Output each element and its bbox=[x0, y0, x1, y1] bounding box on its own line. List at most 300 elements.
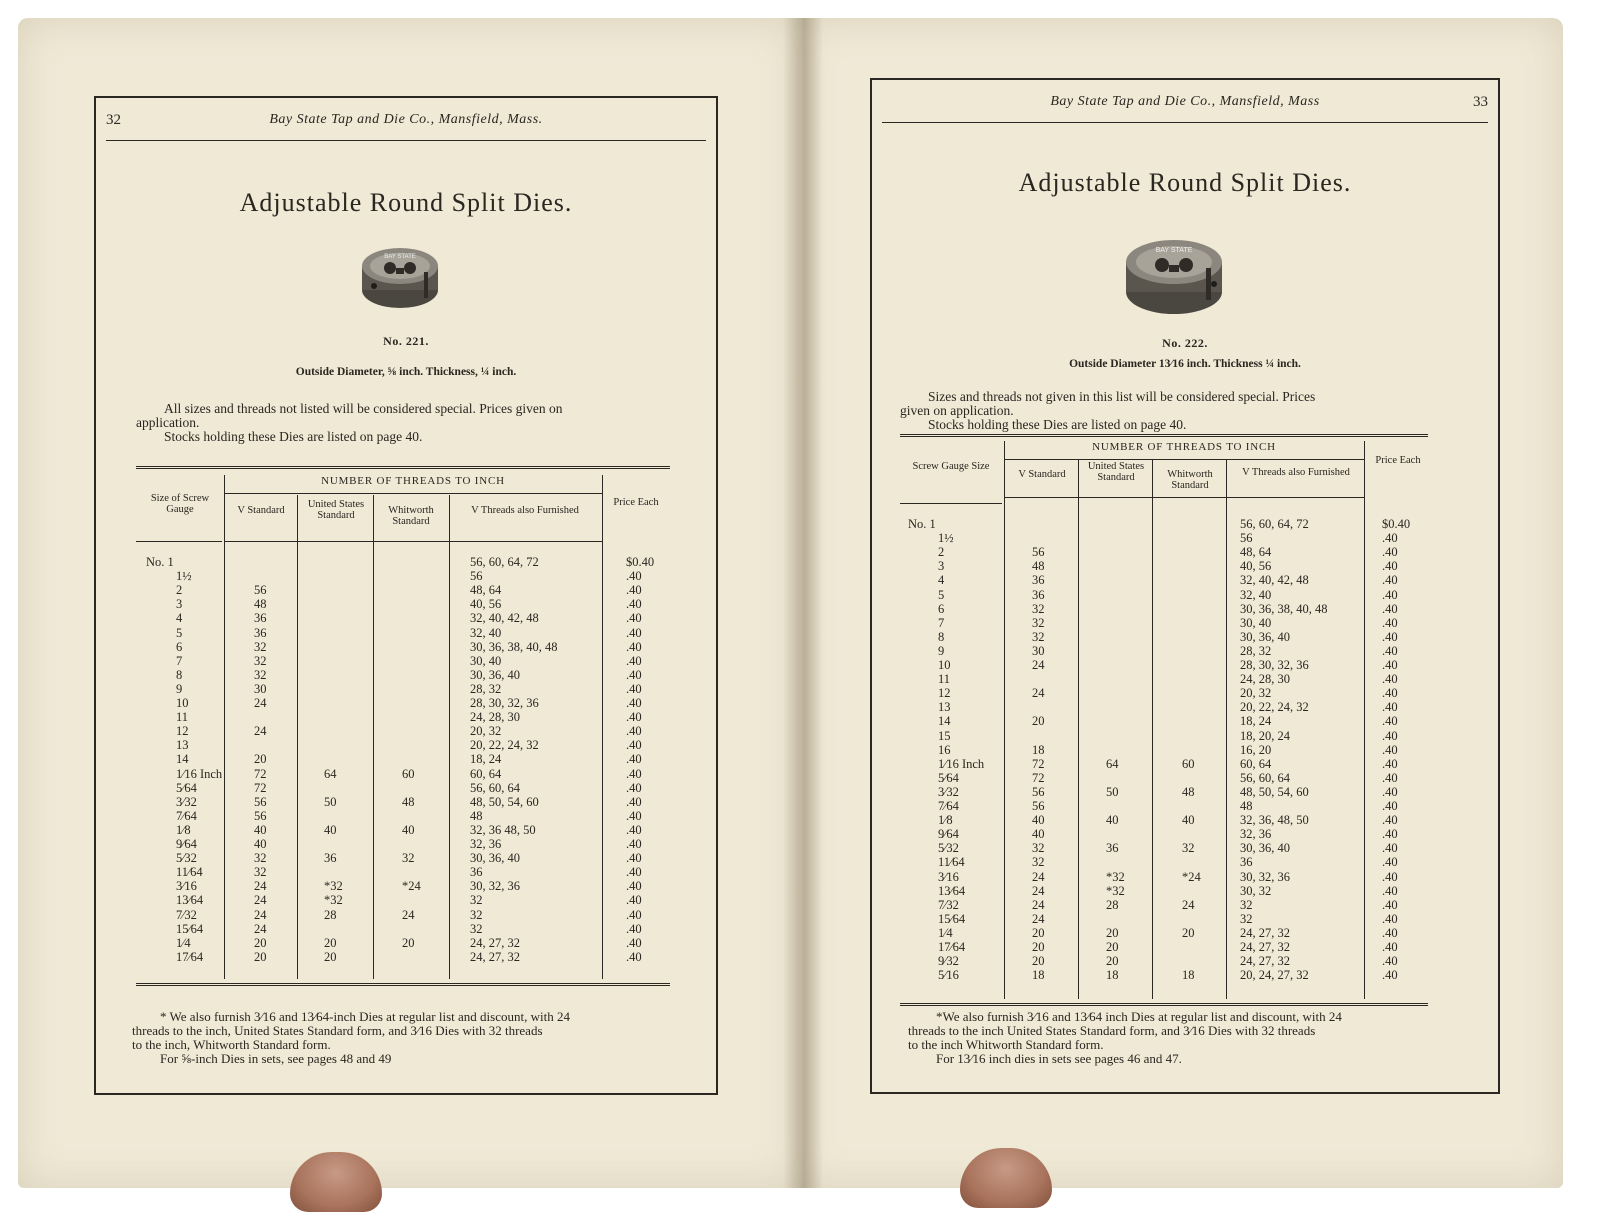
us-cell: 36 bbox=[324, 851, 337, 866]
price-cell: .40 bbox=[1382, 869, 1398, 884]
dies-table bbox=[136, 466, 670, 986]
footnote bbox=[132, 1010, 692, 1066]
also-cell: 48, 64 bbox=[1240, 545, 1272, 560]
table-row bbox=[136, 611, 670, 625]
table-row bbox=[136, 738, 670, 752]
size-cell: 9 bbox=[176, 681, 183, 696]
running-header bbox=[882, 94, 1488, 116]
price-cell: .40 bbox=[1382, 827, 1398, 842]
price-cell: .40 bbox=[1382, 954, 1398, 969]
size-cell: 1⁄8 bbox=[176, 822, 191, 837]
also-cell: 56 bbox=[1240, 531, 1253, 546]
size-cell: 5⁄32 bbox=[938, 841, 959, 856]
col-header-us: United States Standard bbox=[307, 499, 365, 521]
v-cell: 56 bbox=[1032, 799, 1045, 813]
also-cell: 56, 60, 64 bbox=[470, 780, 520, 795]
table-row bbox=[900, 884, 1428, 898]
page-number: 32 bbox=[106, 112, 121, 128]
size-cell: 8 bbox=[176, 667, 183, 682]
die-dimensions: Outside Diameter, ⅝ inch. Thickness, ¼ inch. bbox=[295, 366, 517, 378]
table-row bbox=[900, 517, 1428, 531]
size-cell: 7⁄32 bbox=[938, 897, 959, 912]
wh-cell: 60 bbox=[402, 766, 415, 781]
table-row bbox=[900, 841, 1428, 855]
us-cell: 28 bbox=[1106, 897, 1119, 912]
threads-group-header: NUMBER OF THREADS TO INCH bbox=[224, 475, 602, 494]
table-row bbox=[136, 936, 670, 950]
also-cell: 32 bbox=[470, 921, 483, 936]
v-cell: 32 bbox=[254, 653, 267, 668]
size-cell: 1½ bbox=[176, 569, 192, 584]
table-row bbox=[900, 898, 1428, 912]
price-cell: .40 bbox=[1382, 911, 1398, 926]
v-cell: 48 bbox=[254, 597, 267, 612]
table-row bbox=[136, 710, 670, 724]
also-cell: 56, 60, 64, 72 bbox=[470, 555, 539, 569]
us-cell: 64 bbox=[1106, 756, 1119, 771]
also-cell: 24, 28, 30 bbox=[1240, 672, 1290, 687]
v-cell: 24 bbox=[1032, 869, 1045, 884]
table-row bbox=[900, 912, 1428, 926]
also-cell: 18, 20, 24 bbox=[1240, 728, 1290, 743]
die-dimensions: Outside Diameter 13⁄16 inch. Thickness ¼ inch. bbox=[1069, 358, 1301, 370]
size-cell: 5 bbox=[938, 587, 945, 602]
also-cell: 56 bbox=[470, 569, 483, 584]
size-cell: 1⁄4 bbox=[938, 925, 953, 940]
table-row bbox=[900, 855, 1428, 869]
size-cell: 16 bbox=[938, 742, 951, 757]
size-cell: 11 bbox=[176, 710, 189, 725]
v-cell: 36 bbox=[254, 611, 267, 626]
also-cell: 48, 50, 54, 60 bbox=[470, 794, 539, 809]
size-cell: 9⁄64 bbox=[176, 837, 197, 851]
also-cell: 60, 64 bbox=[1240, 756, 1272, 771]
also-cell: 30, 36, 40 bbox=[470, 667, 520, 682]
also-cell: 18, 24 bbox=[470, 752, 502, 767]
table-row bbox=[136, 583, 670, 597]
v-cell: 20 bbox=[1032, 925, 1045, 940]
wh-cell: 60 bbox=[1182, 756, 1195, 771]
also-cell: 30, 36, 40 bbox=[1240, 629, 1290, 644]
size-cell: 15 bbox=[938, 728, 951, 743]
v-cell: 24 bbox=[1032, 686, 1045, 701]
v-cell: 20 bbox=[1032, 714, 1045, 729]
price-cell: .40 bbox=[1382, 728, 1398, 743]
also-cell: 32, 36 bbox=[470, 837, 502, 851]
price-cell: .40 bbox=[626, 935, 642, 950]
price-cell: .40 bbox=[626, 639, 642, 654]
table-row bbox=[136, 767, 670, 781]
footnote bbox=[908, 1010, 1484, 1066]
us-cell: 20 bbox=[1106, 925, 1119, 940]
page-right bbox=[798, 18, 1563, 1188]
size-cell: 12 bbox=[176, 724, 189, 739]
also-cell: 30, 32, 36 bbox=[1240, 869, 1290, 884]
table-row bbox=[900, 954, 1428, 968]
table-row bbox=[136, 950, 670, 964]
v-cell: 24 bbox=[254, 696, 267, 710]
table-row bbox=[136, 696, 670, 710]
size-cell: 6 bbox=[938, 601, 945, 616]
price-cell: .40 bbox=[626, 597, 642, 612]
price-cell: .40 bbox=[626, 766, 642, 781]
size-cell: 15⁄64 bbox=[938, 911, 966, 926]
size-cell: 5⁄16 bbox=[938, 968, 959, 983]
price-cell: .40 bbox=[1382, 784, 1398, 799]
size-cell: 3⁄32 bbox=[938, 784, 959, 799]
size-cell: 13⁄64 bbox=[176, 893, 204, 908]
table-row bbox=[136, 823, 670, 837]
page-number: 33 bbox=[1473, 94, 1488, 110]
model-number: No. 222. bbox=[1162, 336, 1208, 350]
also-cell: 16, 20 bbox=[1240, 742, 1272, 757]
table-row bbox=[136, 908, 670, 922]
table-row bbox=[900, 714, 1428, 728]
also-cell: 20, 22, 24, 32 bbox=[470, 738, 539, 753]
wh-cell: 24 bbox=[402, 907, 415, 922]
v-cell: 24 bbox=[254, 724, 267, 739]
price-cell: $0.40 bbox=[1382, 517, 1411, 531]
table-row bbox=[136, 922, 670, 936]
v-cell: 56 bbox=[1032, 784, 1045, 799]
intro-text bbox=[900, 390, 1470, 432]
table-row bbox=[900, 588, 1428, 602]
col-header-size: Size of Screw Gauge bbox=[150, 493, 210, 515]
also-cell: 32 bbox=[1240, 911, 1253, 926]
v-cell: 24 bbox=[1032, 883, 1045, 898]
v-cell: 32 bbox=[1032, 841, 1045, 856]
price-cell: .40 bbox=[1382, 799, 1398, 813]
footnote-line: threads to the inch United States Standard form, and 3⁄16 Dies with 32 threads bbox=[908, 1023, 1316, 1038]
v-cell: 32 bbox=[1032, 629, 1045, 644]
size-cell: 5 bbox=[176, 625, 183, 640]
size-cell: 11⁄64 bbox=[176, 865, 203, 880]
col-header-size: Screw Gauge Size bbox=[912, 461, 990, 472]
also-cell: 18, 24 bbox=[1240, 714, 1272, 729]
price-cell: .40 bbox=[626, 653, 642, 668]
size-cell: 7⁄64 bbox=[938, 799, 959, 813]
size-cell: 1⁄16 Inch bbox=[938, 756, 985, 771]
size-cell: 13 bbox=[938, 700, 951, 715]
price-cell: .40 bbox=[1382, 615, 1398, 630]
table-row bbox=[136, 626, 670, 640]
size-cell: 15⁄64 bbox=[176, 921, 204, 936]
header-rule bbox=[1004, 497, 1364, 498]
also-cell: 40, 56 bbox=[470, 597, 502, 612]
table-row bbox=[900, 785, 1428, 799]
size-cell: 3⁄16 bbox=[176, 879, 197, 894]
v-cell: 30 bbox=[1032, 643, 1045, 658]
size-cell: No. 1 bbox=[908, 517, 936, 531]
also-cell: 28, 30, 32, 36 bbox=[470, 696, 539, 710]
v-cell: 32 bbox=[1032, 601, 1045, 616]
price-cell: .40 bbox=[626, 724, 642, 739]
header-rule bbox=[900, 503, 1002, 504]
also-cell: 30, 36, 40 bbox=[1240, 841, 1290, 856]
size-cell: 4 bbox=[938, 573, 945, 588]
price-cell: .40 bbox=[1382, 672, 1398, 687]
table-row bbox=[136, 654, 670, 668]
intro-line: application. bbox=[136, 415, 200, 430]
die-stamp: BAY STATE bbox=[1155, 247, 1193, 254]
footnote-line: * We also furnish 3⁄16 and 13⁄64-inch Dies at regular list and discount, with 24 bbox=[160, 1009, 570, 1024]
v-cell: 36 bbox=[1032, 573, 1045, 588]
also-cell: 30, 40 bbox=[470, 653, 502, 668]
also-cell: 48, 64 bbox=[470, 583, 502, 598]
table-row bbox=[900, 827, 1428, 841]
price-cell: .40 bbox=[626, 865, 642, 880]
table-row bbox=[900, 658, 1428, 672]
size-cell: 3 bbox=[176, 597, 183, 612]
v-cell: 72 bbox=[254, 780, 267, 795]
price-cell: .40 bbox=[626, 625, 642, 640]
wh-cell: 48 bbox=[402, 794, 415, 809]
size-cell: 1⁄4 bbox=[176, 935, 191, 950]
wh-cell: 32 bbox=[402, 851, 415, 866]
us-cell: 20 bbox=[324, 949, 337, 964]
table-row bbox=[900, 771, 1428, 785]
price-cell: .40 bbox=[1382, 897, 1398, 912]
table-row bbox=[900, 700, 1428, 714]
us-cell: 20 bbox=[324, 935, 337, 950]
also-cell: 30, 32, 36 bbox=[470, 879, 520, 894]
table-row bbox=[900, 545, 1428, 559]
table-row bbox=[136, 851, 670, 865]
table-row bbox=[900, 630, 1428, 644]
table-row bbox=[136, 837, 670, 851]
table-row bbox=[900, 602, 1428, 616]
size-cell: 9⁄64 bbox=[938, 827, 959, 842]
size-cell: 10 bbox=[938, 658, 951, 672]
table-row bbox=[900, 968, 1428, 982]
footnote-line: threads to the inch, United States Standard form, and 3⁄16 Dies with 32 threads bbox=[132, 1023, 543, 1038]
catalog-spread bbox=[18, 18, 1563, 1196]
price-cell: .40 bbox=[1382, 770, 1398, 785]
us-cell: 28 bbox=[324, 907, 337, 922]
also-cell: 28, 30, 32, 36 bbox=[1240, 658, 1309, 672]
price-cell: .40 bbox=[626, 667, 642, 682]
also-cell: 32 bbox=[1240, 897, 1253, 912]
also-cell: 48 bbox=[1240, 799, 1253, 813]
col-header-price: Price Each bbox=[1375, 455, 1421, 466]
size-cell: 5⁄64 bbox=[938, 770, 959, 785]
price-cell: .40 bbox=[1382, 686, 1398, 701]
price-cell: .40 bbox=[1382, 587, 1398, 602]
table-row bbox=[136, 752, 670, 766]
also-cell: 24, 27, 32 bbox=[470, 949, 520, 964]
price-cell: .40 bbox=[1382, 813, 1398, 828]
price-cell: .40 bbox=[1382, 756, 1398, 771]
book-gutter bbox=[783, 18, 823, 1188]
intro-line: given on application. bbox=[900, 403, 1014, 418]
us-cell: 20 bbox=[1106, 940, 1119, 954]
price-cell: .40 bbox=[626, 851, 642, 866]
also-cell: 40, 56 bbox=[1240, 559, 1272, 574]
also-cell: 24, 27, 32 bbox=[470, 935, 520, 950]
v-cell: 32 bbox=[1032, 855, 1045, 870]
v-cell: 56 bbox=[254, 794, 267, 809]
v-cell: 24 bbox=[254, 921, 267, 936]
price-cell: .40 bbox=[1382, 559, 1398, 574]
also-cell: 28, 32 bbox=[1240, 643, 1272, 658]
price-cell: .40 bbox=[626, 822, 642, 837]
table-row bbox=[900, 757, 1428, 771]
price-cell: .40 bbox=[1382, 629, 1398, 644]
v-cell: 32 bbox=[254, 851, 267, 866]
us-cell: *32 bbox=[324, 893, 343, 908]
also-cell: 30, 36, 38, 40, 48 bbox=[470, 639, 558, 654]
v-cell: 40 bbox=[254, 822, 267, 837]
table-row bbox=[900, 644, 1428, 658]
also-cell: 56, 60, 64 bbox=[1240, 770, 1290, 785]
v-cell: 24 bbox=[1032, 897, 1045, 912]
also-cell: 32 bbox=[470, 907, 483, 922]
price-cell: .40 bbox=[626, 949, 642, 964]
size-cell: 1⁄16 Inch bbox=[176, 766, 223, 781]
intro-line: Stocks holding these Dies are listed on page 40. bbox=[928, 417, 1187, 432]
header-rule bbox=[136, 541, 222, 542]
header-rule bbox=[224, 541, 602, 542]
also-cell: 32, 40, 42, 48 bbox=[1240, 573, 1309, 588]
page-frame bbox=[94, 96, 718, 1095]
table-row bbox=[136, 555, 670, 569]
footnote-line: to the inch, Whitworth Standard form. bbox=[132, 1037, 331, 1052]
model-number: No. 221. bbox=[383, 334, 429, 348]
also-cell: 48, 50, 54, 60 bbox=[1240, 784, 1309, 799]
table-row bbox=[136, 640, 670, 654]
v-cell: 72 bbox=[1032, 756, 1045, 771]
col-header-v: V Standard bbox=[1018, 469, 1066, 480]
table-row bbox=[900, 616, 1428, 630]
us-cell: 50 bbox=[324, 794, 337, 809]
also-cell: 48 bbox=[470, 808, 483, 823]
table-row bbox=[900, 813, 1428, 827]
also-cell: 32, 36 bbox=[1240, 827, 1272, 842]
page-left bbox=[18, 18, 798, 1188]
price-cell: .40 bbox=[626, 794, 642, 809]
price-cell: .40 bbox=[1382, 925, 1398, 940]
also-cell: 24, 27, 32 bbox=[1240, 954, 1290, 969]
v-cell: 56 bbox=[1032, 545, 1045, 560]
col-header-also: V Threads also Furnished bbox=[1242, 467, 1350, 478]
page-title: Adjustable Round Split Dies. bbox=[1018, 168, 1352, 197]
table-row bbox=[136, 569, 670, 583]
v-cell: 40 bbox=[1032, 827, 1045, 842]
price-cell: .40 bbox=[626, 921, 642, 936]
size-cell: 17⁄64 bbox=[176, 949, 204, 964]
also-cell: 32, 36 48, 50 bbox=[470, 822, 536, 837]
table-row bbox=[900, 686, 1428, 700]
wh-cell: 20 bbox=[1182, 925, 1195, 940]
v-cell: 24 bbox=[254, 893, 267, 908]
running-header bbox=[106, 112, 706, 134]
dies-table bbox=[900, 434, 1428, 1006]
table-row bbox=[900, 573, 1428, 587]
price-cell: .40 bbox=[1382, 742, 1398, 757]
size-cell: 12 bbox=[938, 686, 951, 701]
table-row bbox=[136, 682, 670, 696]
wh-cell: 20 bbox=[402, 935, 415, 950]
also-cell: 32, 40 bbox=[470, 625, 502, 640]
price-cell: .40 bbox=[1382, 700, 1398, 715]
col-header-price: Price Each bbox=[613, 497, 659, 508]
v-cell: 56 bbox=[254, 808, 267, 823]
us-cell: 50 bbox=[1106, 784, 1119, 799]
also-cell: 20, 32 bbox=[470, 724, 502, 739]
company-name: Bay State Tap and Die Co., Mansfield, Mass. bbox=[269, 112, 543, 127]
also-cell: 36 bbox=[470, 865, 483, 880]
v-cell: 32 bbox=[254, 865, 267, 880]
table-row bbox=[900, 672, 1428, 686]
size-cell: 14 bbox=[938, 714, 951, 729]
price-cell: .40 bbox=[1382, 573, 1398, 588]
v-cell: 72 bbox=[1032, 770, 1045, 785]
v-cell: 18 bbox=[1032, 742, 1045, 757]
table-row bbox=[900, 799, 1428, 813]
price-cell: .40 bbox=[1382, 940, 1398, 954]
us-cell: 40 bbox=[324, 822, 337, 837]
v-cell: 20 bbox=[254, 949, 267, 964]
also-cell: 24, 27, 32 bbox=[1240, 925, 1290, 940]
price-cell: $0.40 bbox=[626, 555, 655, 569]
price-cell: .40 bbox=[626, 752, 642, 767]
price-cell: .40 bbox=[626, 611, 642, 626]
v-cell: 32 bbox=[254, 639, 267, 654]
size-cell: 5⁄32 bbox=[176, 851, 197, 866]
price-cell: .40 bbox=[1382, 714, 1398, 729]
v-cell: 30 bbox=[254, 681, 267, 696]
us-cell: *32 bbox=[324, 879, 343, 894]
size-cell: 3 bbox=[938, 559, 945, 574]
wh-cell: 32 bbox=[1182, 841, 1195, 856]
price-cell: .40 bbox=[626, 696, 642, 710]
size-cell: 2 bbox=[938, 545, 945, 560]
size-cell: 11⁄64 bbox=[938, 855, 965, 870]
us-cell: *32 bbox=[1106, 869, 1125, 884]
price-cell: .40 bbox=[626, 681, 642, 696]
table-row bbox=[136, 879, 670, 893]
table-row bbox=[900, 870, 1428, 884]
intro-line: Stocks holding these Dies are listed on page 40. bbox=[164, 429, 423, 444]
intro-text bbox=[136, 402, 676, 444]
also-cell: 32, 40, 42, 48 bbox=[470, 611, 539, 626]
footnote-line: *We also furnish 3⁄16 and 13⁄64 inch Dies at regular list and discount, with 24 bbox=[936, 1009, 1342, 1024]
us-cell: 18 bbox=[1106, 968, 1119, 983]
price-cell: .40 bbox=[1382, 545, 1398, 560]
v-cell: 20 bbox=[1032, 940, 1045, 954]
table-row bbox=[136, 809, 670, 823]
price-cell: .40 bbox=[1382, 601, 1398, 616]
company-name: Bay State Tap and Die Co., Mansfield, Mass bbox=[1050, 94, 1320, 109]
v-cell: 24 bbox=[1032, 658, 1045, 672]
table-row bbox=[136, 893, 670, 907]
table-row bbox=[900, 940, 1428, 954]
also-cell: 20, 24, 27, 32 bbox=[1240, 968, 1309, 983]
price-cell: .40 bbox=[1382, 643, 1398, 658]
v-cell: 40 bbox=[1032, 813, 1045, 828]
price-cell: .40 bbox=[626, 893, 642, 908]
also-cell: 24, 27, 32 bbox=[1240, 940, 1290, 954]
size-cell: 9 bbox=[938, 643, 945, 658]
table-row bbox=[136, 668, 670, 682]
v-cell: 24 bbox=[254, 907, 267, 922]
size-cell: 13 bbox=[176, 738, 189, 753]
table-row bbox=[136, 724, 670, 738]
threads-group-header: NUMBER OF THREADS TO INCH bbox=[1004, 441, 1364, 460]
die-stamp: BAY STATE bbox=[384, 254, 416, 260]
size-cell: 17⁄64 bbox=[938, 940, 966, 954]
col-header-us: United States Standard bbox=[1087, 461, 1145, 483]
